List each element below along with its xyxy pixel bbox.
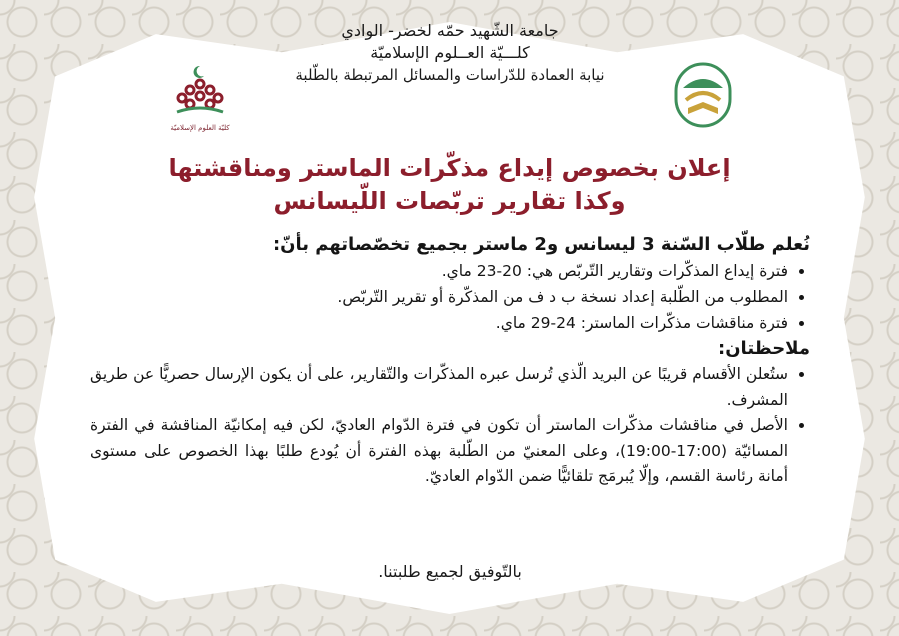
announcement-body: [90, 232, 810, 490]
notes-heading: ملاحظتان:: [718, 338, 810, 359]
faculty-logo: [160, 60, 240, 140]
faculty-logo-caption: كليّة العلوم الإسلاميّة: [170, 124, 230, 132]
university-header: [160, 20, 740, 140]
intro-text: نُعلم طلّاب السّنة 3 ليسانس و2 ماستر بجميع تخصّصاتهم بأنّ:: [272, 234, 810, 255]
announcement-title: [100, 152, 799, 218]
list-item: • ستُعلن الأقسام قريبًا عن البريد الّذي تُرسل عبره المذكّرات والتّقارير، على أن يكون الإرسال حصريًّا عن طريق المشرف.: [90, 362, 788, 413]
list-item: • فترة مناقشات مذكّرات الماستر: 24-29 ماي.: [90, 310, 788, 336]
title-line-1: إعلان بخصوص إيداع مذكّرات الماستر ومناقشتها: [168, 154, 731, 182]
faculty-name: كلـــيّة العــلوم الإسلاميّة: [370, 43, 530, 62]
notes-list: [90, 362, 810, 490]
title-line-2: وكذا تقارير تربّصات اللّيسانس: [273, 187, 626, 215]
list-item: • فترة إيداع المذكّرات وتقارير التّربّص هي: 20-23 ماي.: [90, 258, 788, 284]
deanship-name: نيابة العمادة للدّراسات والمسائل المرتبطة بالطّلبة: [295, 66, 605, 84]
university-logo: [663, 60, 743, 140]
list-item: • الأصل في مناقشات مذكّرات الماستر أن تكون في فترة الدّوام العاديّ، لكن فيه إمكانيّة المناقشة في الفترة المسائيّة (17:00-19:00)، وعلى المعنيّ من الطّلبة بهذه الفترة أن يُودع طلبًا بهذا الخصوص على مستوى أمانة رئاسة القسم، وإلّا يُبرمَج تلقائيًّا ضمن الدّوام العاديّ.: [90, 413, 788, 490]
points-list: [90, 258, 810, 336]
list-item: • المطلوب من الطّلبة إعداد نسخة ب د ف من المذكّرة أو تقرير التّربّص.: [90, 284, 788, 310]
closing-text: بالتّوفيق لجميع طلبتنا.: [378, 562, 522, 581]
university-name: جامعة الشّهيد حمّه لخضر- الوادي: [341, 21, 559, 40]
